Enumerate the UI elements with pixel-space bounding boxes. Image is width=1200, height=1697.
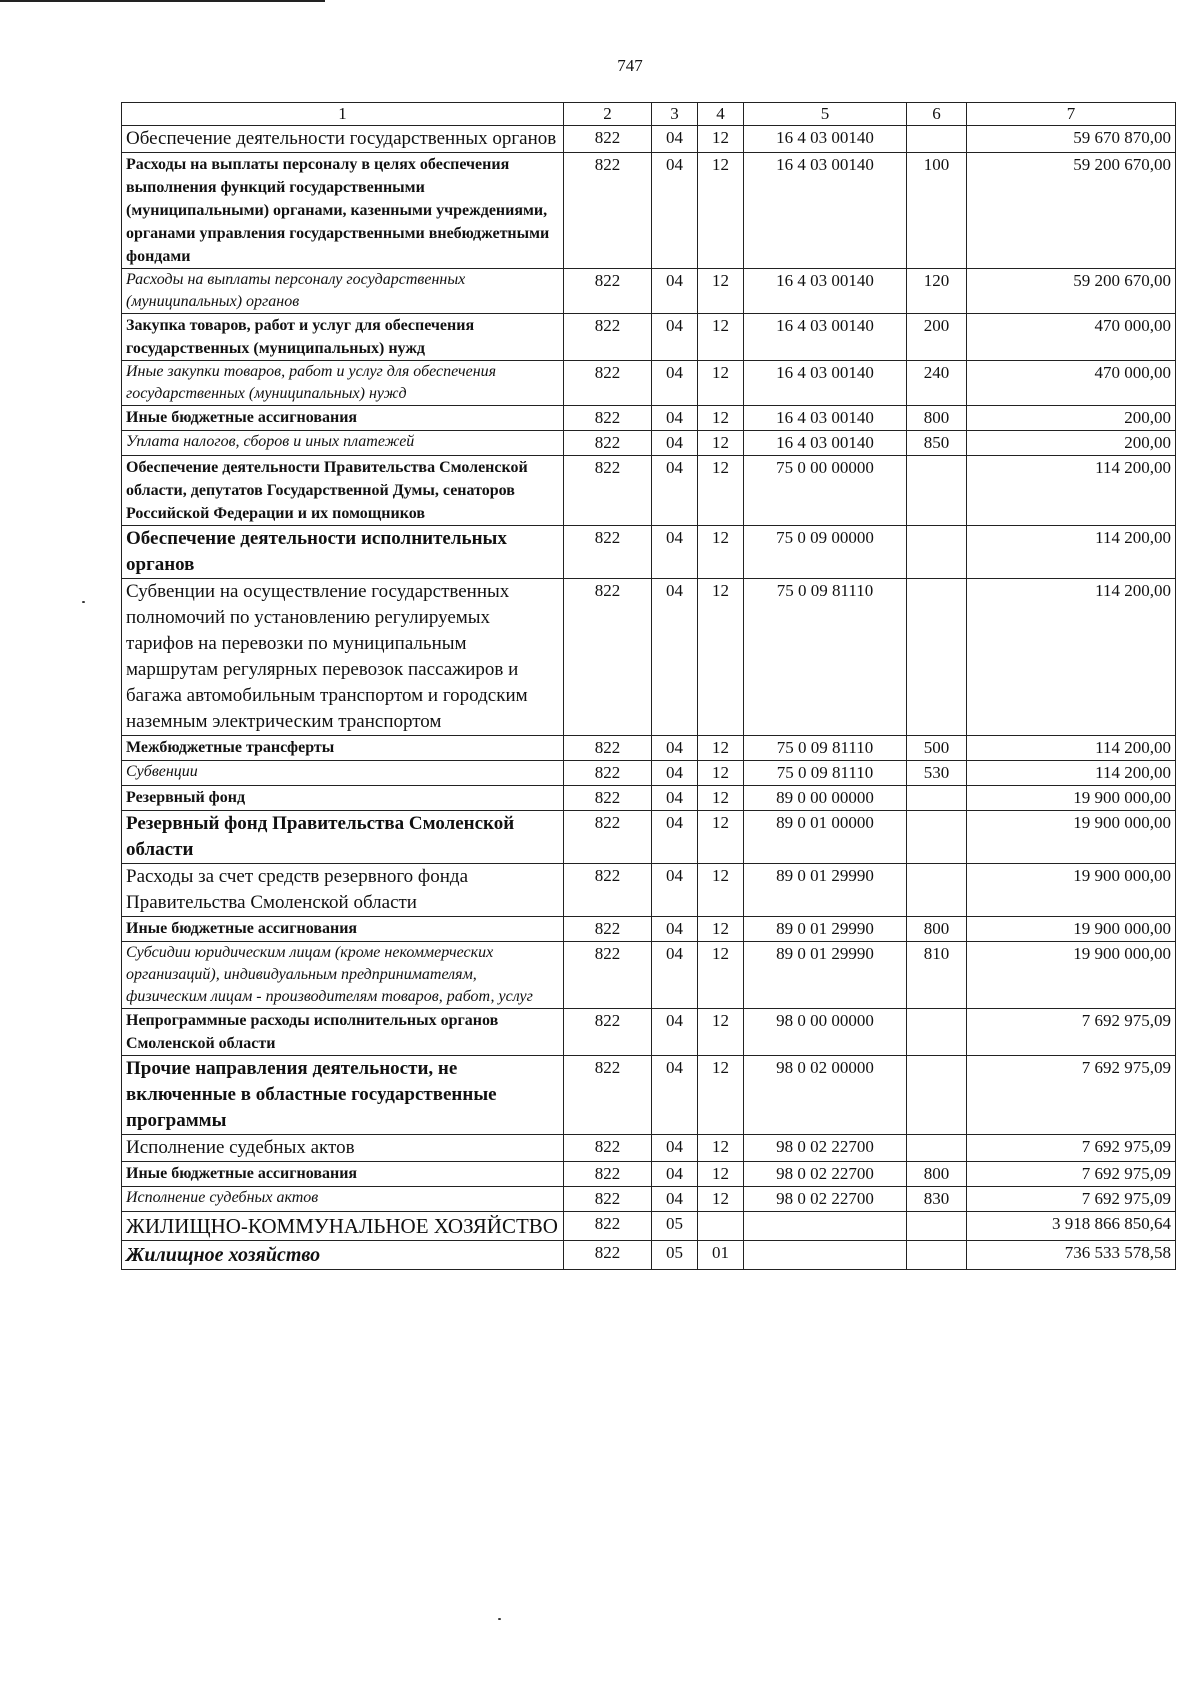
row-amount: 19 900 000,00: [967, 811, 1176, 864]
row-subsection-code: 12: [698, 864, 744, 917]
table-row: [122, 579, 1176, 736]
row-ministry-code: 822: [564, 1009, 652, 1056]
row-ministry-code: 822: [564, 314, 652, 361]
row-target-article: 75 0 00 00000: [744, 456, 907, 526]
table-header-row: [122, 103, 1176, 126]
row-expense-type: [907, 786, 967, 811]
column-header: 3: [652, 103, 698, 126]
row-section-code: 04: [652, 1162, 698, 1187]
row-section-code: 04: [652, 431, 698, 456]
row-name: Исполнение судебных актов: [122, 1135, 564, 1162]
row-amount: 19 900 000,00: [967, 786, 1176, 811]
row-target-article: [744, 1241, 907, 1270]
row-target-article: 16 4 03 00140: [744, 153, 907, 269]
row-ministry-code: 822: [564, 864, 652, 917]
row-section-code: 04: [652, 917, 698, 942]
row-subsection-code: 12: [698, 526, 744, 579]
row-expense-type: 530: [907, 761, 967, 786]
table-row: [122, 361, 1176, 406]
row-expense-type: 800: [907, 406, 967, 431]
table-row: [122, 126, 1176, 153]
row-expense-type: [907, 579, 967, 736]
table-row: [122, 1009, 1176, 1056]
row-ministry-code: 822: [564, 786, 652, 811]
row-name: Резервный фонд Правительства Смоленской области: [122, 811, 564, 864]
table-row: [122, 1187, 1176, 1212]
row-target-article: 89 0 01 29990: [744, 917, 907, 942]
row-section-code: 04: [652, 406, 698, 431]
row-amount: 59 200 670,00: [967, 269, 1176, 314]
row-target-article: 89 0 01 29990: [744, 942, 907, 1009]
row-expense-type: 200: [907, 314, 967, 361]
row-expense-type: [907, 1009, 967, 1056]
row-name: Субвенции: [122, 761, 564, 786]
row-subsection-code: 12: [698, 786, 744, 811]
column-header: 4: [698, 103, 744, 126]
row-amount: 200,00: [967, 431, 1176, 456]
row-name: Расходы за счет средств резервного фонда Правительства Смоленской области: [122, 864, 564, 917]
row-amount: 19 900 000,00: [967, 917, 1176, 942]
row-target-article: 16 4 03 00140: [744, 406, 907, 431]
row-ministry-code: 822: [564, 579, 652, 736]
table-row: [122, 431, 1176, 456]
column-header: 1: [122, 103, 564, 126]
row-ministry-code: 822: [564, 736, 652, 761]
row-section-code: 04: [652, 361, 698, 406]
row-amount: 59 200 670,00: [967, 153, 1176, 269]
row-section-code: 05: [652, 1241, 698, 1270]
row-target-article: 89 0 00 00000: [744, 786, 907, 811]
table-row: [122, 1135, 1176, 1162]
row-subsection-code: 12: [698, 579, 744, 736]
row-expense-type: [907, 1212, 967, 1241]
row-name: Расходы на выплаты персоналу в целях обеспечения выполнения функций государственными (муниципальными) органами, казенными учреждениями, органами управления государственными внебюджетными фондами: [122, 153, 564, 269]
row-subsection-code: 12: [698, 406, 744, 431]
scan-speck: [498, 1618, 501, 1620]
row-ministry-code: 822: [564, 942, 652, 1009]
table-row: [122, 811, 1176, 864]
row-section-code: 04: [652, 1135, 698, 1162]
row-name: Прочие направления деятельности, не включенные в областные государственные программы: [122, 1056, 564, 1135]
row-subsection-code: 12: [698, 361, 744, 406]
column-header: 7: [967, 103, 1176, 126]
row-ministry-code: 822: [564, 761, 652, 786]
table-row: [122, 917, 1176, 942]
row-section-code: 04: [652, 1187, 698, 1212]
row-amount: 114 200,00: [967, 761, 1176, 786]
row-target-article: 75 0 09 81110: [744, 761, 907, 786]
row-ministry-code: 822: [564, 526, 652, 579]
row-amount: 736 533 578,58: [967, 1241, 1176, 1270]
row-expense-type: [907, 1135, 967, 1162]
row-amount: 19 900 000,00: [967, 864, 1176, 917]
row-subsection-code: 12: [698, 1056, 744, 1135]
row-subsection-code: 12: [698, 456, 744, 526]
row-expense-type: [907, 1056, 967, 1135]
row-target-article: 16 4 03 00140: [744, 314, 907, 361]
row-ministry-code: 822: [564, 361, 652, 406]
table-row: [122, 736, 1176, 761]
table-row: [122, 406, 1176, 431]
row-target-article: 89 0 01 29990: [744, 864, 907, 917]
row-name: Субсидии юридическим лицам (кроме некоммерческих организаций), индивидуальным предпринимателям, физическим лицам - производителям товаров, работ, услуг: [122, 942, 564, 1009]
table-row: [122, 786, 1176, 811]
row-ministry-code: 822: [564, 153, 652, 269]
row-subsection-code: 12: [698, 761, 744, 786]
row-ministry-code: 822: [564, 917, 652, 942]
row-section-code: 04: [652, 761, 698, 786]
row-section-code: 04: [652, 864, 698, 917]
row-amount: 114 200,00: [967, 456, 1176, 526]
row-name: Обеспечение деятельности исполнительных органов: [122, 526, 564, 579]
row-expense-type: 810: [907, 942, 967, 1009]
row-expense-type: [907, 864, 967, 917]
row-amount: 59 670 870,00: [967, 126, 1176, 153]
row-target-article: 89 0 01 00000: [744, 811, 907, 864]
scan-speck: [82, 601, 85, 603]
row-subsection-code: 12: [698, 811, 744, 864]
row-subsection-code: 12: [698, 126, 744, 153]
row-section-code: 04: [652, 126, 698, 153]
row-subsection-code: 12: [698, 942, 744, 1009]
row-name: Закупка товаров, работ и услуг для обеспечения государственных (муниципальных) нужд: [122, 314, 564, 361]
row-ministry-code: 822: [564, 406, 652, 431]
row-amount: 114 200,00: [967, 526, 1176, 579]
row-name: Иные бюджетные ассигнования: [122, 1162, 564, 1187]
row-subsection-code: 12: [698, 1009, 744, 1056]
table-row: [122, 1162, 1176, 1187]
row-section-code: 04: [652, 526, 698, 579]
row-target-article: 98 0 00 00000: [744, 1009, 907, 1056]
row-ministry-code: 822: [564, 1241, 652, 1270]
row-amount: 470 000,00: [967, 314, 1176, 361]
row-expense-type: [907, 526, 967, 579]
row-name: Резервный фонд: [122, 786, 564, 811]
table-row: [122, 269, 1176, 314]
row-amount: 7 692 975,09: [967, 1187, 1176, 1212]
row-amount: 3 918 866 850,64: [967, 1212, 1176, 1241]
row-name: Расходы на выплаты персоналу государственных (муниципальных) органов: [122, 269, 564, 314]
row-section-code: 04: [652, 1009, 698, 1056]
row-amount: 200,00: [967, 406, 1176, 431]
row-subsection-code: 12: [698, 1162, 744, 1187]
row-target-article: 98 0 02 22700: [744, 1187, 907, 1212]
column-header: 2: [564, 103, 652, 126]
row-subsection-code: 12: [698, 1187, 744, 1212]
row-subsection-code: 12: [698, 1135, 744, 1162]
row-section-code: 04: [652, 269, 698, 314]
row-expense-type: [907, 811, 967, 864]
budget-table: [121, 102, 1176, 1270]
row-subsection-code: 12: [698, 736, 744, 761]
row-section-code: 04: [652, 153, 698, 269]
table-row: [122, 864, 1176, 917]
row-target-article: 16 4 03 00140: [744, 361, 907, 406]
row-expense-type: [907, 456, 967, 526]
row-amount: 7 692 975,09: [967, 1009, 1176, 1056]
table-row: [122, 761, 1176, 786]
table-row: [122, 1241, 1176, 1270]
row-subsection-code: 12: [698, 153, 744, 269]
row-name: Обеспечение деятельности Правительства Смоленской области, депутатов Государственной Думы, сенаторов Российской Федерации и их помощников: [122, 456, 564, 526]
row-target-article: 75 0 09 81110: [744, 579, 907, 736]
row-ministry-code: 822: [564, 1187, 652, 1212]
row-expense-type: 240: [907, 361, 967, 406]
row-section-code: 04: [652, 579, 698, 736]
row-section-code: 04: [652, 811, 698, 864]
row-target-article: 75 0 09 00000: [744, 526, 907, 579]
row-amount: 19 900 000,00: [967, 942, 1176, 1009]
row-expense-type: 120: [907, 269, 967, 314]
row-name: Обеспечение деятельности государственных органов: [122, 126, 564, 153]
row-name: ЖИЛИЩНО-КОММУНАЛЬНОЕ ХОЗЯЙСТВО: [122, 1212, 564, 1241]
row-name: Непрограммные расходы исполнительных органов Смоленской области: [122, 1009, 564, 1056]
row-expense-type: [907, 126, 967, 153]
row-expense-type: 830: [907, 1187, 967, 1212]
row-expense-type: 500: [907, 736, 967, 761]
row-ministry-code: 822: [564, 1056, 652, 1135]
row-name: Иные бюджетные ассигнования: [122, 406, 564, 431]
row-ministry-code: 822: [564, 431, 652, 456]
row-section-code: 04: [652, 786, 698, 811]
column-header: 6: [907, 103, 967, 126]
row-section-code: 04: [652, 456, 698, 526]
row-amount: 114 200,00: [967, 736, 1176, 761]
row-section-code: 04: [652, 942, 698, 1009]
row-expense-type: 850: [907, 431, 967, 456]
row-target-article: 98 0 02 00000: [744, 1056, 907, 1135]
row-ministry-code: 822: [564, 811, 652, 864]
row-amount: 7 692 975,09: [967, 1135, 1176, 1162]
page-number: 747: [617, 56, 643, 75]
table-row: [122, 526, 1176, 579]
row-ministry-code: 822: [564, 456, 652, 526]
row-expense-type: 800: [907, 1162, 967, 1187]
row-target-article: 16 4 03 00140: [744, 431, 907, 456]
row-amount: 7 692 975,09: [967, 1056, 1176, 1135]
row-ministry-code: 822: [564, 1162, 652, 1187]
row-name: Исполнение судебных актов: [122, 1187, 564, 1212]
row-name: Жилищное хозяйство: [122, 1241, 564, 1270]
table-row: [122, 1056, 1176, 1135]
row-subsection-code: 12: [698, 431, 744, 456]
row-ministry-code: 822: [564, 1135, 652, 1162]
row-expense-type: [907, 1241, 967, 1270]
row-ministry-code: 822: [564, 269, 652, 314]
row-expense-type: 100: [907, 153, 967, 269]
row-subsection-code: 12: [698, 917, 744, 942]
row-section-code: 04: [652, 1056, 698, 1135]
scan-edge-line: [0, 0, 325, 2]
row-target-article: 98 0 02 22700: [744, 1135, 907, 1162]
row-subsection-code: [698, 1212, 744, 1241]
row-expense-type: 800: [907, 917, 967, 942]
row-subsection-code: 12: [698, 314, 744, 361]
row-section-code: 04: [652, 736, 698, 761]
row-name: Иные бюджетные ассигнования: [122, 917, 564, 942]
table-row: [122, 314, 1176, 361]
row-ministry-code: 822: [564, 1212, 652, 1241]
row-section-code: 05: [652, 1212, 698, 1241]
row-name: Уплата налогов, сборов и иных платежей: [122, 431, 564, 456]
row-subsection-code: 12: [698, 269, 744, 314]
row-amount: 470 000,00: [967, 361, 1176, 406]
row-amount: 114 200,00: [967, 579, 1176, 736]
column-header: 5: [744, 103, 907, 126]
row-section-code: 04: [652, 314, 698, 361]
row-target-article: 75 0 09 81110: [744, 736, 907, 761]
table-row: [122, 1212, 1176, 1241]
row-target-article: 98 0 02 22700: [744, 1162, 907, 1187]
table-row: [122, 456, 1176, 526]
row-ministry-code: 822: [564, 126, 652, 153]
row-amount: 7 692 975,09: [967, 1162, 1176, 1187]
row-target-article: 16 4 03 00140: [744, 269, 907, 314]
row-target-article: [744, 1212, 907, 1241]
row-name: Субвенции на осуществление государственных полномочий по установлению регулируемых тарифов на перевозки по муниципальным маршрутам регулярных перевозок пассажиров и багажа автомобильным транспортом и городским наземным электрическим транспортом: [122, 579, 564, 736]
row-subsection-code: 01: [698, 1241, 744, 1270]
table-row: [122, 942, 1176, 1009]
row-name: Иные закупки товаров, работ и услуг для обеспечения государственных (муниципальных) нужд: [122, 361, 564, 406]
row-target-article: 16 4 03 00140: [744, 126, 907, 153]
row-name: Межбюджетные трансферты: [122, 736, 564, 761]
table-row: [122, 153, 1176, 269]
